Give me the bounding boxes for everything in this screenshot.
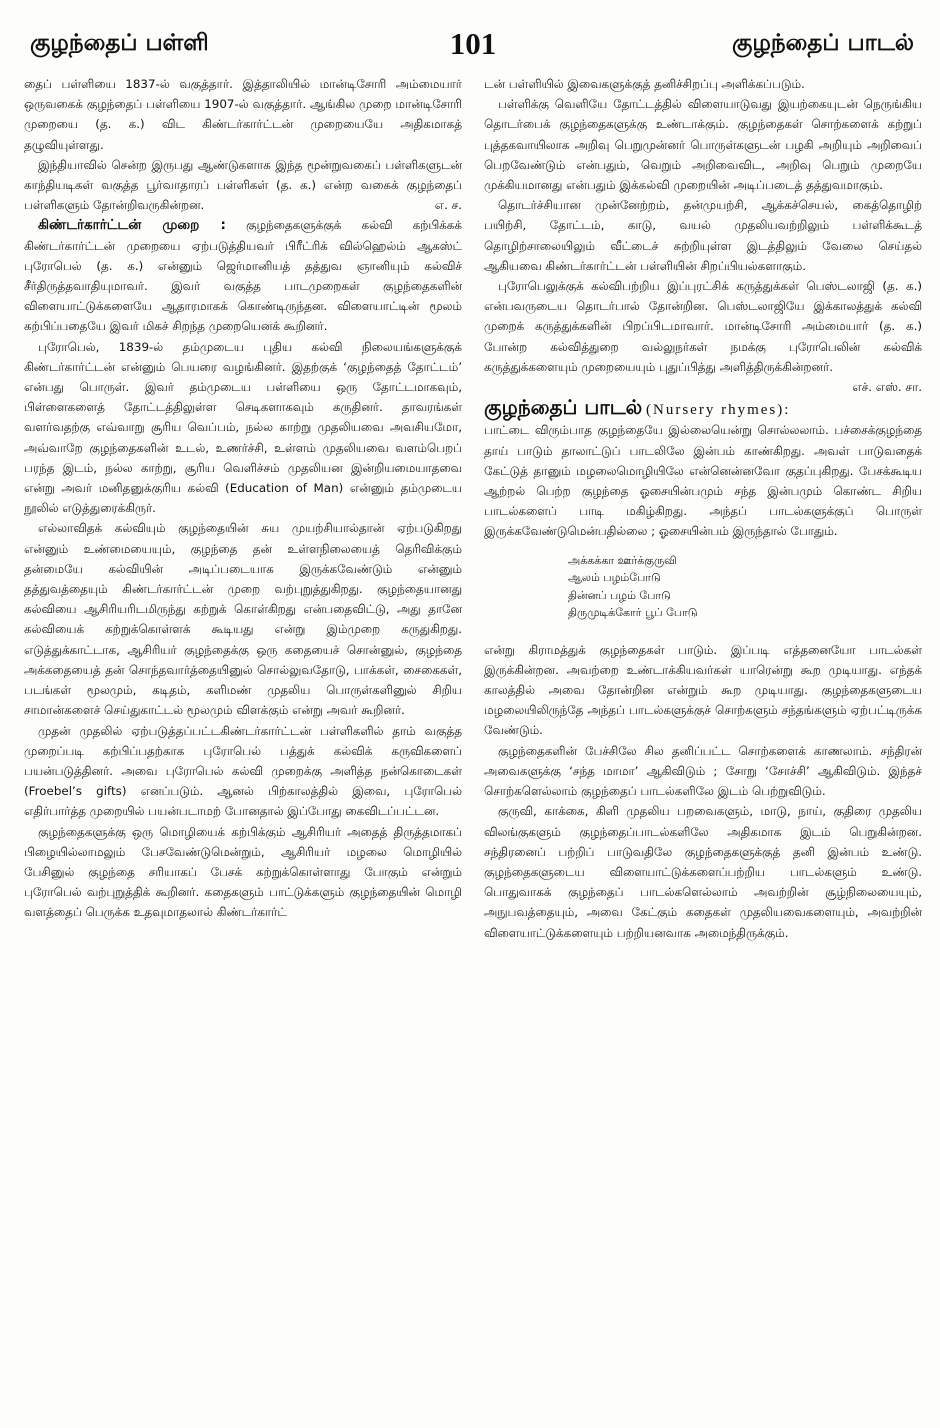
entry-heading: [484, 397, 922, 420]
right-column: [484, 74, 922, 943]
entry-title: குழந்தைப் பாடல்: [484, 395, 643, 420]
verse-line: திருமுடிக்கோர் பூப் போடு: [568, 606, 698, 620]
running-header: [24, 26, 922, 74]
author-initials: எச். எஸ். சா.: [852, 380, 922, 395]
paragraph: எல்லாவிதக் கல்வியும் குழந்தையின் சுய முயற்சியால்தான் ஏற்படுகிறது என்னும் உண்மையையும், குழந்தை தன் உள்ளநிலையைத் தெரிவிக்கும் தன்மையே கல்வியின் அடிப்படையாக இருக்கவேண்டும் என்னும் தத்துவத்தையும் கிண்டர்கார்ட்டன் முறை வற்புறுத்துகிறது. குழந்தையானது கல்வியை ஆசிரியரிடமிருந்து கற்றுக் கொள்கிறது என்பதைவிட்டு, அது தானே கல்வியைக் கற்றுக்கொள்ளக் கூடியது என்று இம்முறை கருதுகிறது. எடுத்துக்காட்டாக, ஆசிரியர் குழந்தைக்கு ஒரு கதையைச் சொன்னுல், குழந்தை அக்கதையைத் தன் சொந்தவார்த்தையினுல் சொல்லுவதோடு, பாக்கள், சைகைகள், படங்கள் மூலமும், கடிதம், களிமண் முதலிய பொருள்களினுல் சிறிய சாமான்களைச் செய்துகாட்டல் மூலமும் விளக்கும் என்று அவர் கூறினர்.: [24, 521, 462, 718]
paragraph: [24, 215, 462, 336]
left-column: [24, 74, 462, 943]
paragraph: முதன் முதலில் ஏற்படுத்தப்பட்டகிண்டர்கார்ட்டன் பள்ளிகளில் தாம் வகுத்த முறைப்படி கற்பிப்பதற்காக புரோபெல் பத்துக் கல்விக் கருவிகளைப் பயன்படுத்தினர். அவை புரோபெல் கல்வி முறைக்கு அளித்த நன்கொடைகள் (Froebel’s gifts) எனப்படும். ஆனல் பிற்காலத்தில் இவை, புரோபெல் எதிர்பார்த்த முறையில் பயன்படாமற் போனதால் இப்போது கைவிடப்பட்டன.: [24, 723, 462, 819]
verse-line: தின்னப் பழம் போடு: [568, 588, 671, 602]
paragraph: தைப் பள்ளியை 1837-ல் வகுத்தார். இத்தாலியில் மான்டிசோரி அம்மையார் ஒருவகைக் குழந்தைப் பள்ளியை 1907-ல் வகுத்தார். ஆங்கில முறை மான்டிசோரி முறையை (த. க.) விட கிண்டர்கார்ட்டன் முறையையே அதிகமாகத் தழுவியுள்ளது.: [24, 77, 462, 152]
author-initials: எ. ச.: [434, 198, 462, 213]
verse-line: அக்கக்கா ஊர்க்குருவி: [568, 553, 677, 567]
paragraph: தொடர்ச்சியான முன்னேற்றம், தன்முயற்சி, ஆக்கச்செயல், கைத்தொழிற் பயிற்சி, தோட்டம், காடு, வயல் முதலியவற்றிலும் பள்ளிக்கூடத் தொழிற்சாலையிலும் வீட்டைச் சுற்றியுள்ள இடத்திலும் வேலை செய்தல் ஆகியவை கிண்டர்கார்ட்டன் பள்ளியின் சிறப்பியல்களாகும்.: [484, 198, 922, 273]
paragraph: [484, 276, 922, 395]
header-left-title: குழந்தைப் பள்ளி: [30, 30, 209, 56]
paragraph: பாட்டை விரும்பாத குழந்தையே இல்லையென்று சொல்லலாம். பச்சைக்குழந்தை தாய் பாடும் தாலாட்டுப் பாடலிலே இன்பம் காண்கிறது. அவள் பாடுவதைக் கேட்டுத் தானும் மழலைமொழியிலே என்னென்னவோ குதப்புகிறது. பேசக்கூடிய ஆற்றல் பெற்ற குழந்தை ஓசையின்பமும் சந்த இன்பமும் கொண்ட சிறிய பாடல்களைப் பாடி மகிழ்கிறது. அந்தப் பாடல்களுக்குப் பொருள் இருக்கவேண்டுமென்பதில்லை ; ஓசையின்பம் இருந்தால் போதும்.: [484, 423, 922, 539]
nursery-verse: [568, 552, 922, 622]
paragraph-text: புரோபெலுக்குக் கல்விபற்றிய இப்புரட்சிக் கருத்துக்கள் பெஸ்டலாஜி (த. க.) என்பவருடைய தொடர்பால் தோன்றின. பெஸ்டலாஜியே இக்காலத்துக் கல்வி முறைக் கருத்துக்களின் பிறப்பிடமாவார். மான்டிசோரி அம்மையார் (த. க.) போன்ற கல்வித்துறை வல்லுநர்கள் நமக்கு புரோபெலின் கல்விக் கருத்துக்களையும் முறையையும் புதுப்பித்து அளித்திருக்கின்றனர்.: [484, 279, 922, 374]
paragraph: டன் பள்ளியில் இவைகளுக்குத் தனிச்சிறப்பு அளிக்கப்படும்.: [484, 77, 805, 91]
paragraph: பள்ளிக்கு வெளியே தோட்டத்தில் விளையாடுவது இயற்கையுடன் நெருங்கிய தொடர்பைக் குழந்தைகளுக்கு உண்டாக்கும். குழந்தைகள் சொற்களைக் கற்றுப் புத்தகவாயிலாக அறிவு பெறுமுன்னர் பொருள்களுடன் பழகி அறியும் அறிவைப் பெறவேண்டும் என்பதும், வெறும் அறிவைவிட, அறிவு பெறும் முறையே முக்கியமானது என்பதும் இக்கல்வி முறையின் அடிப்படைத் தத்துவமாகும்.: [484, 97, 922, 193]
paragraph: குழந்தைகளின் பேச்சிலே சில தனிப்பட்ட சொற்களைக் காணலாம். சந்திரன் அவைகளுக்கு ‘சந்த மாமா’ ஆகிவிடும் ; சோறு ‘சோச்சி’ ஆகிவிடும். இந்தச் சொற்களெல்லாம் குழந்தைப் பாடல்களிலே இடம் பெற்றுவிடும்.: [484, 743, 922, 799]
paragraph-text: இந்தியாவில் சென்ற இருபது ஆண்டுகளாக இந்த மூன்றுவகைப் பள்ளிகளுடன் காந்தியடிகள் வகுத்த பூர்வாதாரப் பள்ளிகள் (த. க.) என்ற வகைக் குழந்தைப் பள்ளிகளும் தோன்றிவருகின்றன.: [24, 157, 462, 213]
paragraph: [24, 155, 462, 216]
paragraph: புரோபெல், 1839-ல் தம்முடைய புதிய கல்வி நிலையங்களுக்குக் கிண்டர்கார்ட்டன் என்னும் பெயரை வழங்கினர். இதற்குக் ‘குழந்தைத் தோட்டம்’ என்பது பொருள். இவர் தம்முடைய பள்ளியை ஒரு தோட்டமாகவும், பிள்ளைகளைத் தோட்டத்திலுள்ள செடிகளாகவும் கருதினர். தாவரங்கள் வளர்வதற்கு எவ்வாறு சூரிய வெப்பம், நல்ல காற்று முதலியவை அவசியமோ, அவ்வாறே குழந்தைகளின் உடல், உணர்ச்சி, உள்ளம் முதலியவை வளம்பெறப் பரந்த இடம், நல்ல காற்று, சூரிய வெளிச்சம் முதலியன இன்றியமையாதவை என்று அவர் மனிதனுக்குரிய கல்வி (Education of Man) என்னும் தம்முடைய நூலில் எடுத்துரைக்கிருர்.: [24, 339, 462, 516]
section-heading: கிண்டர்கார்ட்டன் முறை :: [38, 217, 226, 234]
paragraph-text: குழந்தைகளுக்குக் கல்வி கற்பிக்கக் கிண்டர்கார்ட்டன் முறையை ஏற்படுத்தியவர் பிரீட்ரிக் வில்ஹெல்ம் ஆகஸ்ட் புரோபெல் (த. க.) என்னும் ஜெர்மானியத் தத்துவ ஞானியும் கல்விச் சீர்திருத்தவாதியுமாவர். இவர் வகுத்த பாடமுறைகள் குழந்தைகளின் விளையாட்டுக்களையே ஆதாரமாகக் கொண்டிருந்தன. விளையாட்டின் மூலம் கற்பிப்பதையே இவர் மிகச் சிறந்த முறையெனக் கூறினர்.: [24, 218, 462, 334]
page-number: 101: [449, 26, 497, 61]
two-column-body: [24, 74, 922, 943]
paragraph: குருவி, காக்கை, கிளி முதலிய பறவைகளும், மாடு, நாய், குதிரை முதலிய விலங்குகளும் குழந்தைப்பாடல்களிலே அதிகமாக இடம் பெறுகின்றன. சந்திரனைப் பற்றிப் பாடுவதிலே குழந்தைகளுக்குத் தனி இன்பம் உண்டு. குழந்தைகளுடைய விளையாட்டுக்களைப்பற்றிய பாடல்களும் உண்டு. பொதுவாகக் குழந்தைப் பாடல்களெல்லாம் அவற்றின் சூழ்நிலையையும், அநுபவத்தையும், அவை கேட்கும் கதைகள் முதலியவைகளையும், அவற்றின் விளையாட்டுக்களையும் பற்றியனவாக அமைந்திருக்கும்.: [484, 804, 922, 940]
entry-subtitle: (Nursery rhymes):: [646, 402, 791, 419]
paragraph: குழந்தைகளுக்கு ஒரு மொழியைக் கற்பிக்கும் ஆசிரியர் அதைத் திருத்தமாகப் பிழையில்லாமலும் பேசவேண்டுமென்றும், ஆசிரியர் மழலை மொழியில் பேசினுல் குழந்தை சரியாகப் பேசக் கற்றுக்கொள்ளாது போகும் என்றும் புரோபெல் வற்புறுத்திக் கூறினர். கதைகளும் பாட்டுக்களும் குழந்தையின் மொழி வளத்தைப் பெருக்க உதவுமாதலால் கிண்டர்கார்ட்: [24, 824, 462, 920]
verse-line: ஆலம் பழம்போடு: [568, 571, 661, 585]
header-right-title: குழந்தைப் பாடல்: [732, 30, 914, 56]
paragraph: என்று கிராமத்துக் குழந்தைகள் பாடும். இப்படி எத்தனையோ பாடல்கள் இருக்கின்றன. அவற்றை உண்டாக்கியவர்கள் யாரென்று கூற முடியாது. எந்தக் காலத்தில் அவை தோன்றின என்றும் கூற முடியாது. குழந்தைகளுடைய மழலையிலிருந்தே அந்தப் பாடல்களுக்குச் சொற்களும் சந்தங்களும் ஏற்பட்டிருக்க வேண்டும்.: [484, 642, 922, 738]
